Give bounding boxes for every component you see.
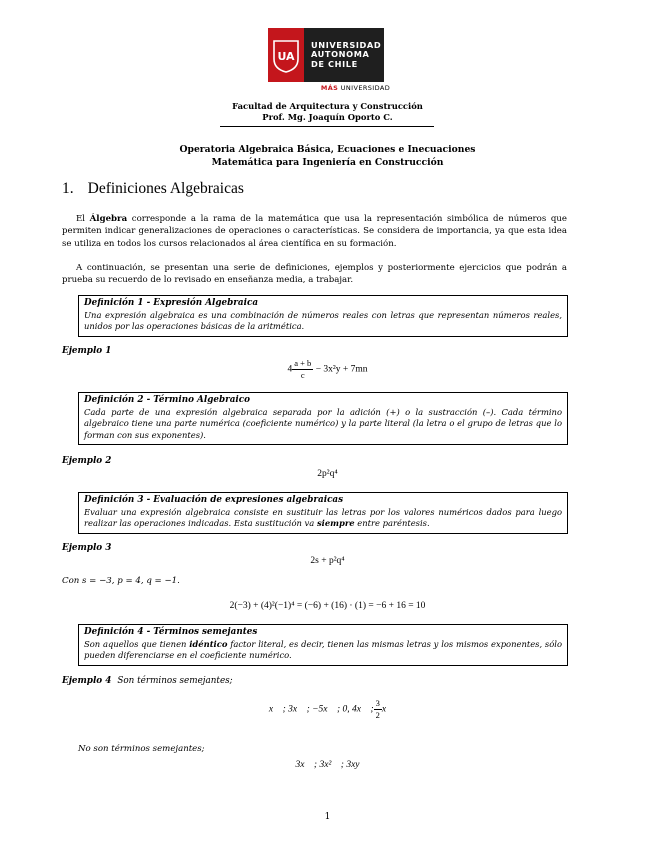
example-3-math: 2s + p²q⁴ <box>310 556 345 566</box>
ex4-numerator: 3 <box>375 698 380 708</box>
definition-3-text <box>84 507 562 530</box>
logo-line-3: DE CHILE <box>311 58 358 69</box>
section-number: 1. <box>62 180 74 197</box>
intro-paragraph-2: A continuación, se presentan una serie de definiciones, ejemplos y posteriormente ejercicios que podrán a prueba su recuerdo de lo revisado en enseñanza media, a trabajar. <box>62 263 567 286</box>
ex4-fraction <box>374 698 382 721</box>
ex4-denominator: 2 <box>375 710 380 720</box>
example-4-label <box>62 676 233 686</box>
definition-3-title: Definición 3 - Evaluación de expresiones algebraicas <box>84 495 344 505</box>
definition-4-box <box>78 624 568 666</box>
tagline-rest: UNIVERSIDAD <box>338 84 391 92</box>
header-divider <box>220 126 434 127</box>
p1-start: El <box>76 214 90 224</box>
ex1-denominator: c <box>300 370 305 380</box>
def3-text-a: Evaluar una expresión algebraica consiste en sustituir las letras por los valores numéricos dados para luego realizar las operaciones indicadas. Esta sustitución va <box>84 506 562 529</box>
definition-1-box <box>78 295 568 337</box>
intro-paragraph-1 <box>62 213 567 250</box>
page-number: 1 <box>324 812 331 822</box>
logo-abbr: UA <box>277 50 295 63</box>
logo-line-2: AUTONOMA <box>311 49 370 60</box>
ex1-tail: − 3x²y + 7mn <box>315 364 368 375</box>
example-1-label: Ejemplo 1 <box>62 346 112 356</box>
example-4-not-terms: 3x ; 3x² ; 3xy <box>295 760 360 770</box>
example-4-terms <box>0 698 655 721</box>
ex4-terms-list: x ; 3x ; −5x ; 0, 4x ; <box>268 704 374 715</box>
def4-text-b: factor literal, es decir, tienen las mismas letras y los mismos exponentes, sólo pueden diferenciarse en el coeficiente numérico. <box>84 638 562 661</box>
ex1-lead: 4 <box>287 364 293 375</box>
ex1-fraction <box>292 358 313 381</box>
ex1-numerator: a + b <box>294 358 312 368</box>
ex4-variable: x <box>381 704 387 715</box>
definition-2-box <box>78 392 568 445</box>
example-4-note: Son términos semejantes; <box>117 676 233 686</box>
tagline-mas: MÁS <box>320 84 339 92</box>
ua-emblem <box>268 28 304 82</box>
definition-2-title: Definición 2 - Término Algebraico <box>84 395 250 405</box>
example-3-evaluation: 2(−3) + (4)²(−1)⁴ = (−6) + (16) · (1) = −6 + 16 = 10 <box>229 601 426 611</box>
example-2-label: Ejemplo 2 <box>62 456 112 466</box>
p1-bold: Álgebra <box>89 214 128 224</box>
title-line-2: Matemática para Ingeniería en Construcción <box>211 156 444 168</box>
not-similar-note: No son términos semejantes; <box>78 744 205 754</box>
logo-wordmark <box>304 41 381 70</box>
definition-1-text: Una expresión algebraica es una combinación de números reales con letras que representan números reales, unidos por las operaciones básicas de la aritmética. <box>84 309 562 332</box>
faculty-block <box>0 101 655 123</box>
definition-2-text: Cada parte de una expresión algebraica separada por la adición (+) o la sustracción (–). Cada término algebraico tiene una parte numérica (coeficiente numérico) y la parte literal (la letra o el grupo de letras que lo forman con sus exponentes). <box>84 406 562 440</box>
def4-text-a: Son aquellos que tienen <box>84 638 190 649</box>
professor-name: Prof. Mg. Joaquín Oporto C. <box>262 112 393 122</box>
definition-4-title: Definición 4 - Términos semejantes <box>84 627 258 637</box>
logo-line-1: UNIVERSIDAD <box>311 39 382 50</box>
example-2-math: 2p²q⁴ <box>317 469 338 479</box>
university-logo <box>268 28 384 82</box>
example-4-title: Ejemplo 4 <box>62 676 112 686</box>
section-heading <box>62 180 244 198</box>
section-title: Definiciones Algebraicas <box>87 180 244 197</box>
example-1-math <box>0 358 655 381</box>
definition-3-box <box>78 492 568 534</box>
faculty-name: Facultad de Arquitectura y Construcción <box>232 101 423 111</box>
tagline <box>0 84 655 92</box>
p1-rest: corresponde a la rama de la matemática que usa la representación simbólica de números que permiten indicar generalizaciones de operaciones o características. Se considera de importancia, ya que esta idea se utiliza en todos los cursos relacionados al área científica en su formación. <box>62 214 567 249</box>
definition-4-text <box>84 639 562 662</box>
title-line-1: Operatoria Algebraica Básica, Ecuaciones e Inecuaciones <box>179 144 476 155</box>
definition-1-title: Definición 1 - Expresión Algebraica <box>84 298 259 308</box>
def3-text-b: entre paréntesis. <box>354 518 430 529</box>
example-3-label: Ejemplo 3 <box>62 543 112 553</box>
def3-bold: siempre <box>316 518 355 529</box>
example-3-given: Con s = −3, p = 4, q = −1. <box>62 576 180 586</box>
def4-bold: idéntico <box>189 638 228 649</box>
document-title <box>0 144 655 169</box>
shield-icon <box>271 37 301 73</box>
